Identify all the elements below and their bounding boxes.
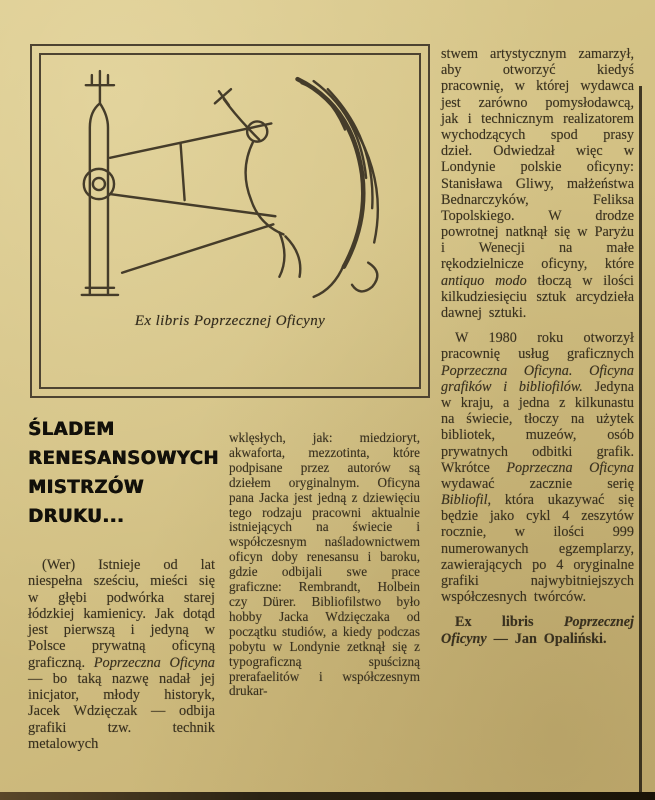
column-right xyxy=(441,46,634,656)
headline-line: RENESANSOWYCH xyxy=(28,447,219,469)
column-left xyxy=(28,557,215,761)
article-paragraph: W 1980 roku otworzył pracownię usług graficznych Poprzeczna Oficyna. Oficyna grafików i bibliofilów. Jedyna w kraju, a jedna z kilkunastu na świecie, tłoczy na użytek bibliotek, muzeów, osób prywatnych odbitki grafik. Wkrótce Poprzeczna Oficyna wydawać zacznie serię Bibliofil, która ukazywać się będzie jako cykl 4 zeszytów rocznie, w ilości 999 numerowanych egzemplarzy, zawierających po 4 oryginalne grafiki najwybitniejszych współczesnych twórców. xyxy=(441,330,634,606)
article-paragraph: stwem artystycznym zamarzył, aby otworzyć kiedyś pracownię, w której wydawca jest zarówno pomysłodawcą, jak i technicznym realizatorem wychodzących spod prasy dzieł. Odwiedzał więc w Londynie polskie oficyny: Stanisława Gliwy, małżeństwa Bednarczyków, Feliksa Topolskiego. W drodze powrotnej natknął się w Paryżu i Wenecji na małe rękodzielnicze oficyny, które antiquo modo tłoczą w ilości kilkudziesięciu sztuk arcydzieła dawnej sztuki. xyxy=(441,46,634,321)
article-paragraph: (Wer) Istnieje od lat niespełna sześciu, mieści się w głębi podwórka starej łódzkiej kamienicy. Jak dotąd jest pierwszą i jedyną w Polsce prywatną oficyną graficzną. Poprzeczna Oficyna — bo taką nazwę nadał jej inicjator, młody historyk, Jacek Wdzięczak — odbija grafiki tzw. technik metalowych xyxy=(28,557,216,752)
scan-edge-shadow xyxy=(0,792,655,800)
exlibris-illustration xyxy=(57,65,405,307)
adjacent-column-rule xyxy=(639,86,642,800)
headline-line: ŚLADEM xyxy=(28,418,115,440)
article-paragraph: wklęsłych, jak: miedzioryt, akwaforta, mezzotinta, które podpisane przez autorów są dziełem oryginalnym. Oficyna pana Jacka jest jedną z dziewięciu tego rodzaju pracowni aktualnie istniejących na świecie i współczesnym naśladownictwem oficyn doby renesansu i baroku, gdzie odbijali swe prace graficzne: Rembrandt, Holbein czy Dürer. Bibliofilstwo było hobby Jacka Wdzięczaka od początku studiów, a kiedy podczas pobytu w Londynie zetknął się z typograficzną spuścizną prerafaelitów i współczesnym drukar- xyxy=(229,430,420,699)
headline-line: MISTRZÓW xyxy=(28,476,144,498)
headline-line: DRUKU... xyxy=(28,505,125,527)
credit-line: Ex libris Poprzecznej Oficyny — Jan Opaliński. xyxy=(441,614,634,647)
column-middle xyxy=(229,431,420,708)
illustration-caption: Ex libris Poprzecznej Oficyny xyxy=(134,313,326,329)
exlibris-frame-inner xyxy=(39,53,421,389)
article-headline xyxy=(28,414,224,530)
exlibris-frame xyxy=(30,44,430,398)
